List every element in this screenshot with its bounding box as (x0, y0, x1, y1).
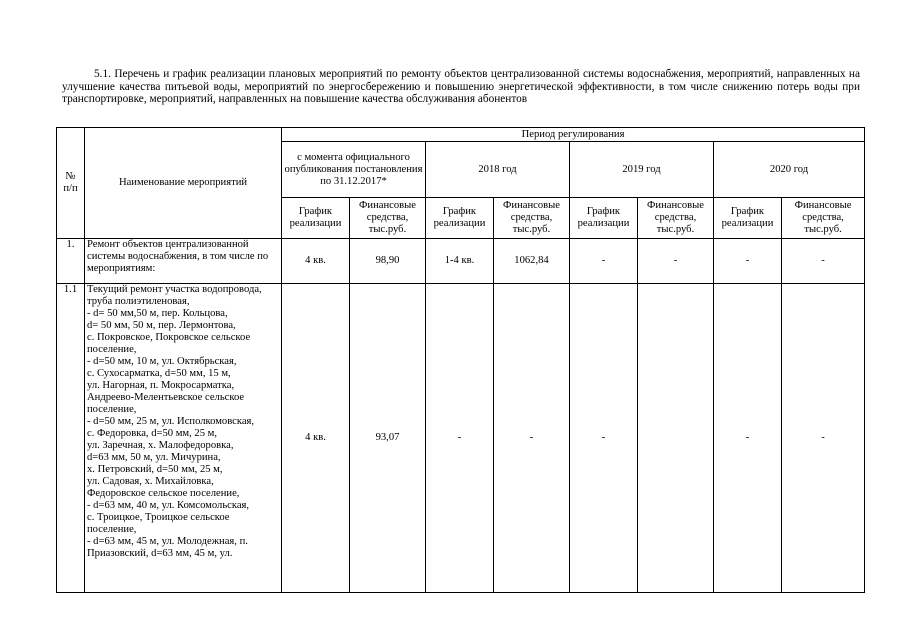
header-schedule: График реализации (714, 198, 782, 239)
cell-schedule: - (426, 284, 494, 593)
cell-finance: - (494, 284, 570, 593)
header-num: № п/п (57, 128, 85, 239)
cell-finance: - (638, 239, 714, 284)
row-num: 1.1 (57, 284, 85, 593)
cell-finance: 98,90 (350, 239, 426, 284)
header-row-period (57, 128, 865, 142)
cell-finance: - (782, 239, 865, 284)
cell-schedule: - (570, 239, 638, 284)
cell-schedule: 4 кв. (282, 284, 350, 593)
header-finance: Финансовые средства, тыс.руб. (494, 198, 570, 239)
row-name: Текущий ремонт участка водопровода, труба полиэтиленовая, - d= 50 мм,50 м, пер. Кольцова, d= 50 мм, 50 м, пер. Лермонтова, с. Покровское, Покровское сельское поселение, - d=50 мм, 10 м, ул. Октябрьская, с. Сухосарматка, d=50 мм, 15 м, ул. Нагорная, п. Мокросарматка, Андреево-Мелентьевское сельское поселение, - d=50 мм, 25 м, ул. Исполкомовская, с. Федоровка, d=50 мм, 25 м, ул. Заречная, х. Малофедоровка, d=63 мм, 50 м, ул. Мичурина, х. Петровский, d=50 мм, 25 м, ул. Садовая, х. Михайловка, Федоровское сельское поселение, - d=63 мм, 40 м, ул. Комсомольская, с. Троицкое, Троицкое сельское поселение, - d=63 мм, 45 м, ул. Молодежная, п. Приазовский, d=63 мм, 45 м, ул. (87, 284, 262, 559)
header-period-2018: 2018 год (426, 142, 570, 198)
cell-finance (638, 284, 714, 593)
header-schedule: График реализации (426, 198, 494, 239)
table-row (57, 284, 865, 593)
activities-table (56, 127, 865, 593)
header-period: Период регулирования (282, 128, 865, 142)
header-finance: Финансовые средства, тыс.руб. (350, 198, 426, 239)
header-name: Наименование мероприятий (85, 128, 282, 239)
cell-schedule: - (714, 239, 782, 284)
cell-schedule: 1-4 кв. (426, 239, 494, 284)
header-period-2017: с момента официального опубликования постановления по 31.12.2017* (282, 142, 426, 198)
cell-finance: 93,07 (350, 284, 426, 593)
row-name-cell (85, 284, 282, 593)
header-schedule: График реализации (570, 198, 638, 239)
header-period-2020: 2020 год (714, 142, 865, 198)
header-period-2019: 2019 год (570, 142, 714, 198)
row-name: Ремонт объектов централизованной системы водоснабжения, в том числе по мероприятиям: (85, 239, 282, 284)
cell-schedule: - (570, 284, 638, 593)
header-finance: Финансовые средства, тыс.руб. (782, 198, 865, 239)
cell-schedule: 4 кв. (282, 239, 350, 284)
header-finance: Финансовые средства, тыс.руб. (638, 198, 714, 239)
header-schedule: График реализации (282, 198, 350, 239)
section-heading: 5.1. Перечень и график реализации плановых мероприятий по ремонту объектов централизованной системы водоснабжения, мероприятий, направленных на улучшение качества питьевой воды, мероприятий по энергосбережению и повышению энергетической эффективности, в том числе снижению потерь воды при транспортировке, мероприятий, направленных на повышение качества обслуживания абонентов (62, 68, 860, 106)
row-num: 1. (57, 239, 85, 284)
cell-schedule: - (714, 284, 782, 593)
cell-finance: - (782, 284, 865, 593)
cell-finance: 1062,84 (494, 239, 570, 284)
table-row (57, 239, 865, 284)
